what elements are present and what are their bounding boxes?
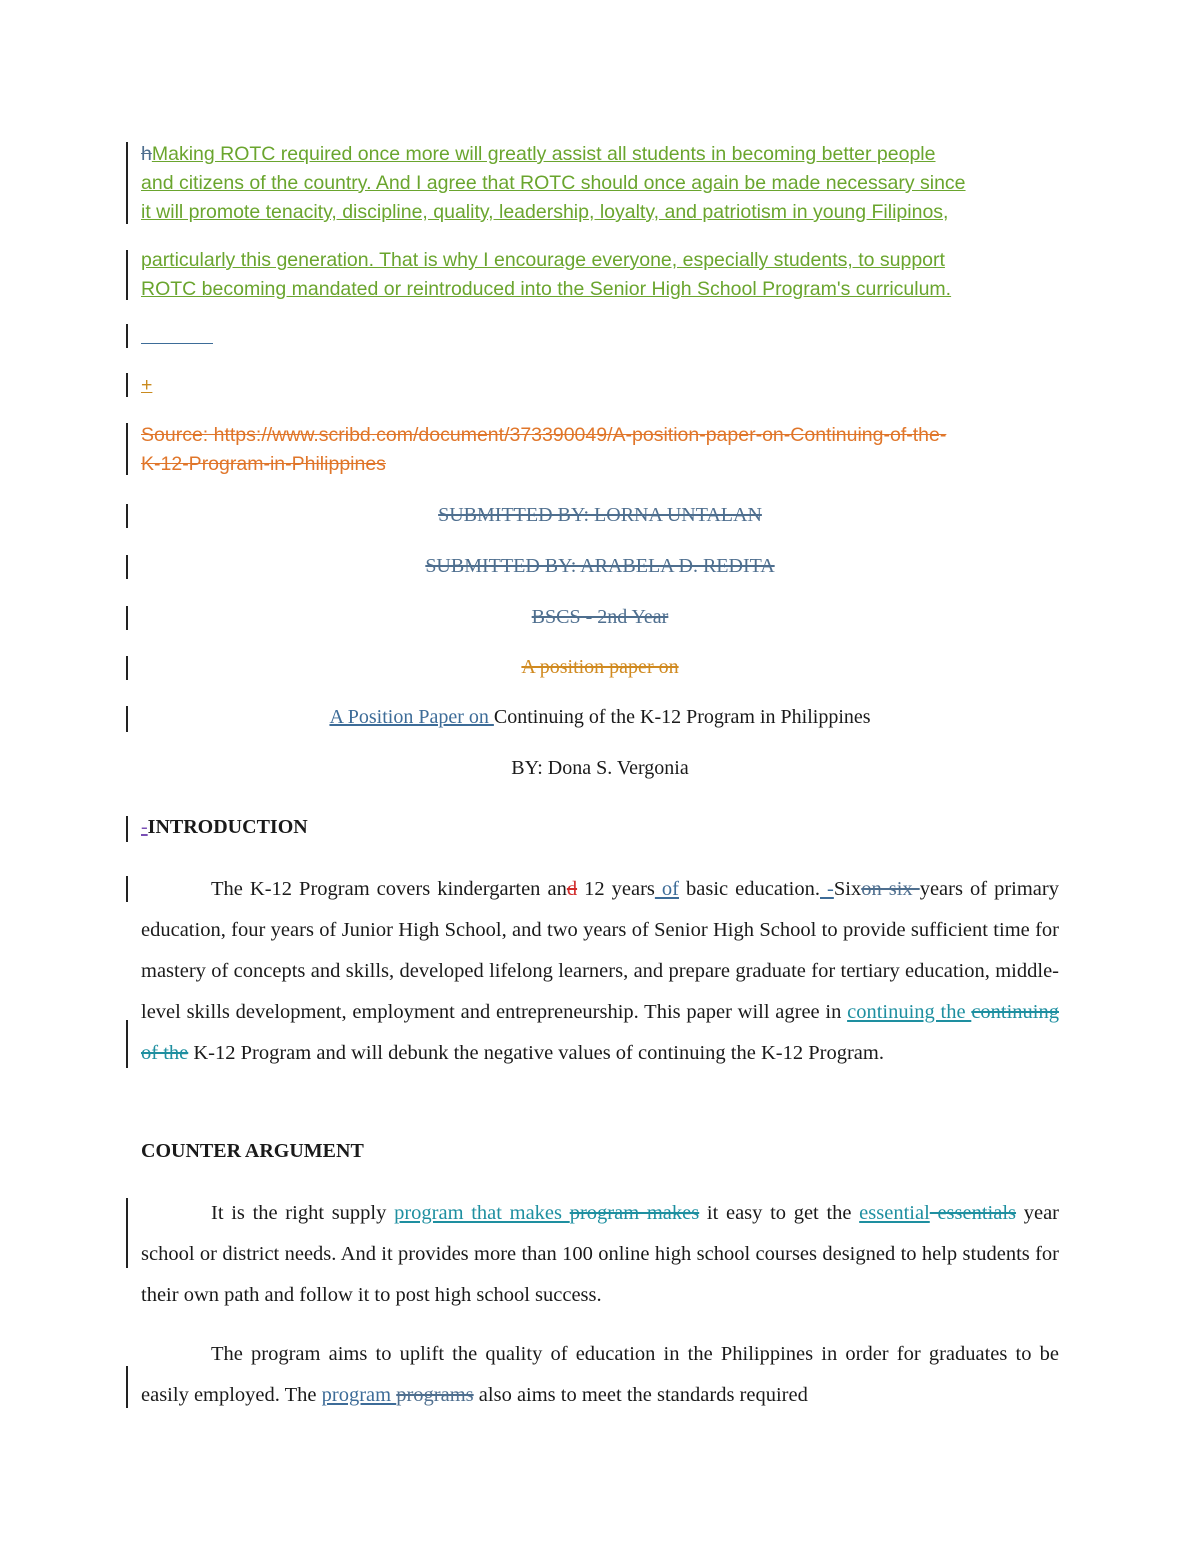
rotc-line: ROTC becoming mandated or reintroduced into the Senior High School Program's curriculum. (141, 278, 952, 300)
submitted-by-2 (141, 555, 1059, 578)
change-bar (126, 423, 128, 475)
title-inserted: A Position Paper on (329, 706, 494, 728)
counter-argument-heading (141, 1140, 1059, 1163)
deleted-char: d (566, 878, 578, 900)
inserted-text: essential (859, 1202, 930, 1224)
text: it easy to get the (699, 1202, 860, 1224)
change-bar (126, 504, 128, 528)
text: The K-12 Program covers kindergarten an (211, 878, 567, 900)
inserted-text: - (820, 878, 834, 900)
source-block (141, 421, 1059, 479)
change-bar (126, 876, 128, 902)
submitted-text: SUBMITTED BY: ARABELA D. REDITA (425, 555, 775, 577)
text: The program aims to uplift the quality of education in the Philippines in order for graduates to be easily employed. The (141, 1343, 1059, 1406)
deleted-char: h (141, 143, 152, 165)
rotc-line: and citizens of the country. And I agree that ROTC should once again be made necessary since (141, 172, 966, 194)
deleted-text: program makes (569, 1202, 700, 1224)
change-bar (126, 1366, 128, 1408)
rotc-line (141, 140, 1059, 169)
rotc-line: particularly this generation. That is why I encourage everyone, especially students, to support (141, 249, 945, 271)
change-bar (126, 373, 128, 397)
rotc-line: it will promote tenacity, discipline, quality, leadership, loyalty, and patriotism in young Filipinos, (141, 201, 949, 223)
text: Six (833, 878, 862, 900)
course-text: BSCS - 2nd Year (531, 606, 669, 628)
deleted-text: on six (861, 878, 920, 900)
inserted-text: program (321, 1384, 397, 1406)
text: It is the right supply (211, 1202, 395, 1224)
submitted-by-1 (141, 504, 1059, 527)
inserted-blank-line (141, 343, 213, 344)
deleted-text: essentials (929, 1202, 1017, 1224)
change-bar (126, 1198, 128, 1268)
page-title (141, 706, 1059, 729)
counter-paragraph-2 (141, 1334, 1059, 1416)
counter-paragraph-1 (141, 1193, 1059, 1316)
plus-mark (141, 371, 1059, 400)
change-bar (126, 606, 128, 630)
old-title-text: A position paper on (521, 656, 679, 678)
author-line (141, 757, 1059, 780)
inserted-text: Making ROTC required once more will greatly assist all students in becoming better people (151, 143, 936, 165)
text: year school or district needs. And it provides more than 100 online high school courses designed to help students for their own path and follow it to post high school success. (141, 1202, 1059, 1306)
change-bar (126, 656, 128, 680)
plus-text: + (141, 374, 153, 396)
source-line: Source: https://www.scribd.com/document/373390049/A-position-paper-on-Continuing-of-the- (141, 424, 947, 446)
text: also aims to meet the standards required (473, 1384, 808, 1406)
title-text: Continuing of the K-12 Program in Philippines (493, 706, 871, 728)
text: 12 years (577, 878, 655, 900)
change-bar (126, 706, 128, 732)
text: K-12 Program and will debunk the negative values of continuing the K-12 Program. (188, 1042, 884, 1064)
inserted-text: continuing the (847, 1001, 972, 1023)
rotc-paragraph-2 (141, 246, 1059, 304)
heading-mark: - (141, 816, 148, 838)
old-title (141, 656, 1059, 679)
source-line: K-12-Program-in-Philippines (141, 453, 386, 475)
inserted-text: program that makes (394, 1202, 570, 1224)
deleted-text: programs (396, 1384, 474, 1406)
text: years of primary education, four years of Junior High School, and two years of Senior High School to provide sufficient time for mastery of concepts and skills, developed lifelong learners, and prepare graduate for tertiary education, middle-level skills development, employment and entrepreneurship. This paper will agree in (141, 878, 1059, 1023)
change-bar (126, 324, 128, 348)
change-bar (126, 555, 128, 579)
rotc-paragraph-1 (141, 140, 1059, 227)
change-bar (126, 142, 128, 224)
change-bar (126, 250, 128, 300)
submitted-text: SUBMITTED BY: LORNA UNTALAN (438, 504, 762, 526)
course-year (141, 606, 1059, 629)
deleted-text: continuing of the (141, 1001, 1059, 1064)
introduction-paragraph (141, 869, 1059, 1074)
change-bar (126, 816, 128, 842)
author-text: BY: Dona S. Vergonia (511, 757, 689, 779)
heading-text: INTRODUCTION (147, 816, 308, 838)
inserted-text: of (654, 878, 679, 900)
change-bar (126, 1020, 128, 1068)
text: basic education. (679, 878, 820, 900)
heading-text: COUNTER ARGUMENT (141, 1140, 364, 1162)
introduction-heading (141, 816, 1059, 839)
